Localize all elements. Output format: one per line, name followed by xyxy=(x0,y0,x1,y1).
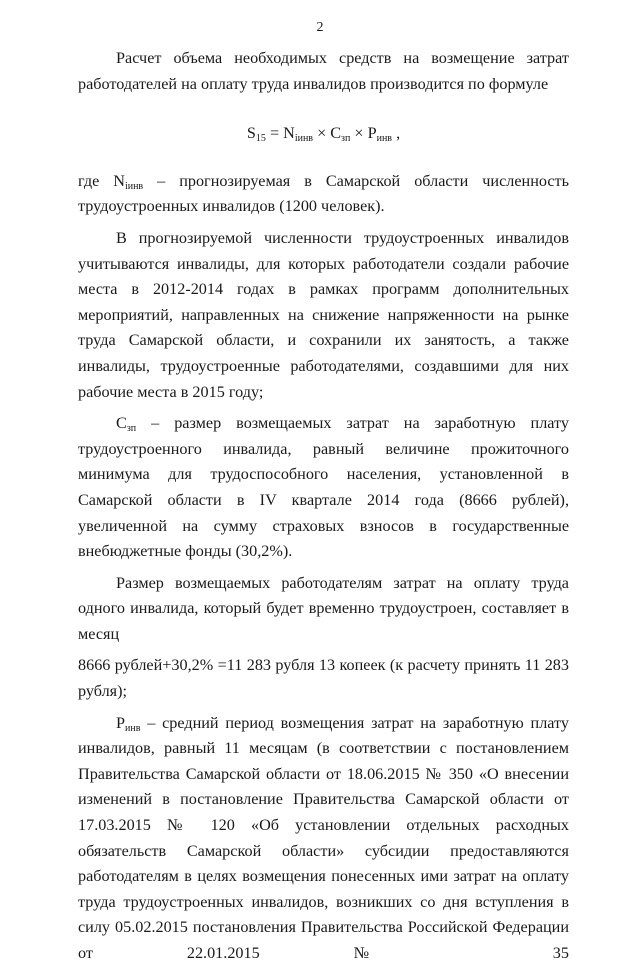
paragraph-p-definition: $P_{инв}$ – средний период возмещения затрат на заработную плату инвалидов, равный 11 месяцам (в соответствии с постановлением Правительства Самарской области от 18.06.2015 № 350 «О внесении изменений в постановление Правительства Самарской области от 17.03.2015 № 120 «Об установлении отдельных расходных обязательств Самарской области» субсидии предоставляются работодателям в целях возмещения понесенных ими затрат на оплату труда трудоустроенных инвалидов, возникших со дня вступления в силу 05.02.2015 постановления Правительства Российской Федерации от 22.01.2015 № 35 xyxy=(78,713,569,962)
paragraph-monthly-amount: Размер возмещаемых работодателям затрат на оплату труда одного инвалида, который будет временно трудоустроен, составляет в месяц xyxy=(78,573,569,643)
paragraph-c-definition: $C_{зп}$ – размер возмещаемых затрат на заработную плату трудоустроенного инвалида, равный величине прожиточного минимума для трудоспособного населения, установленной в Самарской области в IV квартале 2014 года (8666 рублей), увеличенной на сумму страховых взносов в государственные внебюджетные фонды (30,2%). xyxy=(78,414,569,561)
paragraph-forecast-details: В прогнозируемой численности трудоустроенных инвалидов учитываются инвалиды, для которых работодатели создали рабочие места в 2012-2014 годах в рамках программ дополнительных мероприятий, направленных на снижение напряженности на рынке труда Самарской области, и сохранили их занятость, а также инвалиды, трудоустроенные работодателями, создавшими для них рабочие места в 2015 году; xyxy=(78,228,569,401)
paragraph-calculation-result: 8666 рублей+30,2% =11 283 рубля 13 копеек (к расчету принять 11 283 рубля); xyxy=(78,656,569,701)
paragraph-calculation-intro: Расчет объема необходимых средств на возмещение затрат работодателей на оплату труда инвалидов производится по формуле xyxy=(78,49,569,93)
formula: $S_{15} = N_{iинв} \times C_{зп} \times P_{инв}$ , xyxy=(246,124,401,145)
paragraph-n-definition: где $N_{iинв}$ – прогнозируемая в Самарской области численность трудоустроенных инвалидов (1200 человек). xyxy=(78,171,569,216)
page-number: 2 xyxy=(316,20,324,35)
document-body xyxy=(78,46,569,967)
